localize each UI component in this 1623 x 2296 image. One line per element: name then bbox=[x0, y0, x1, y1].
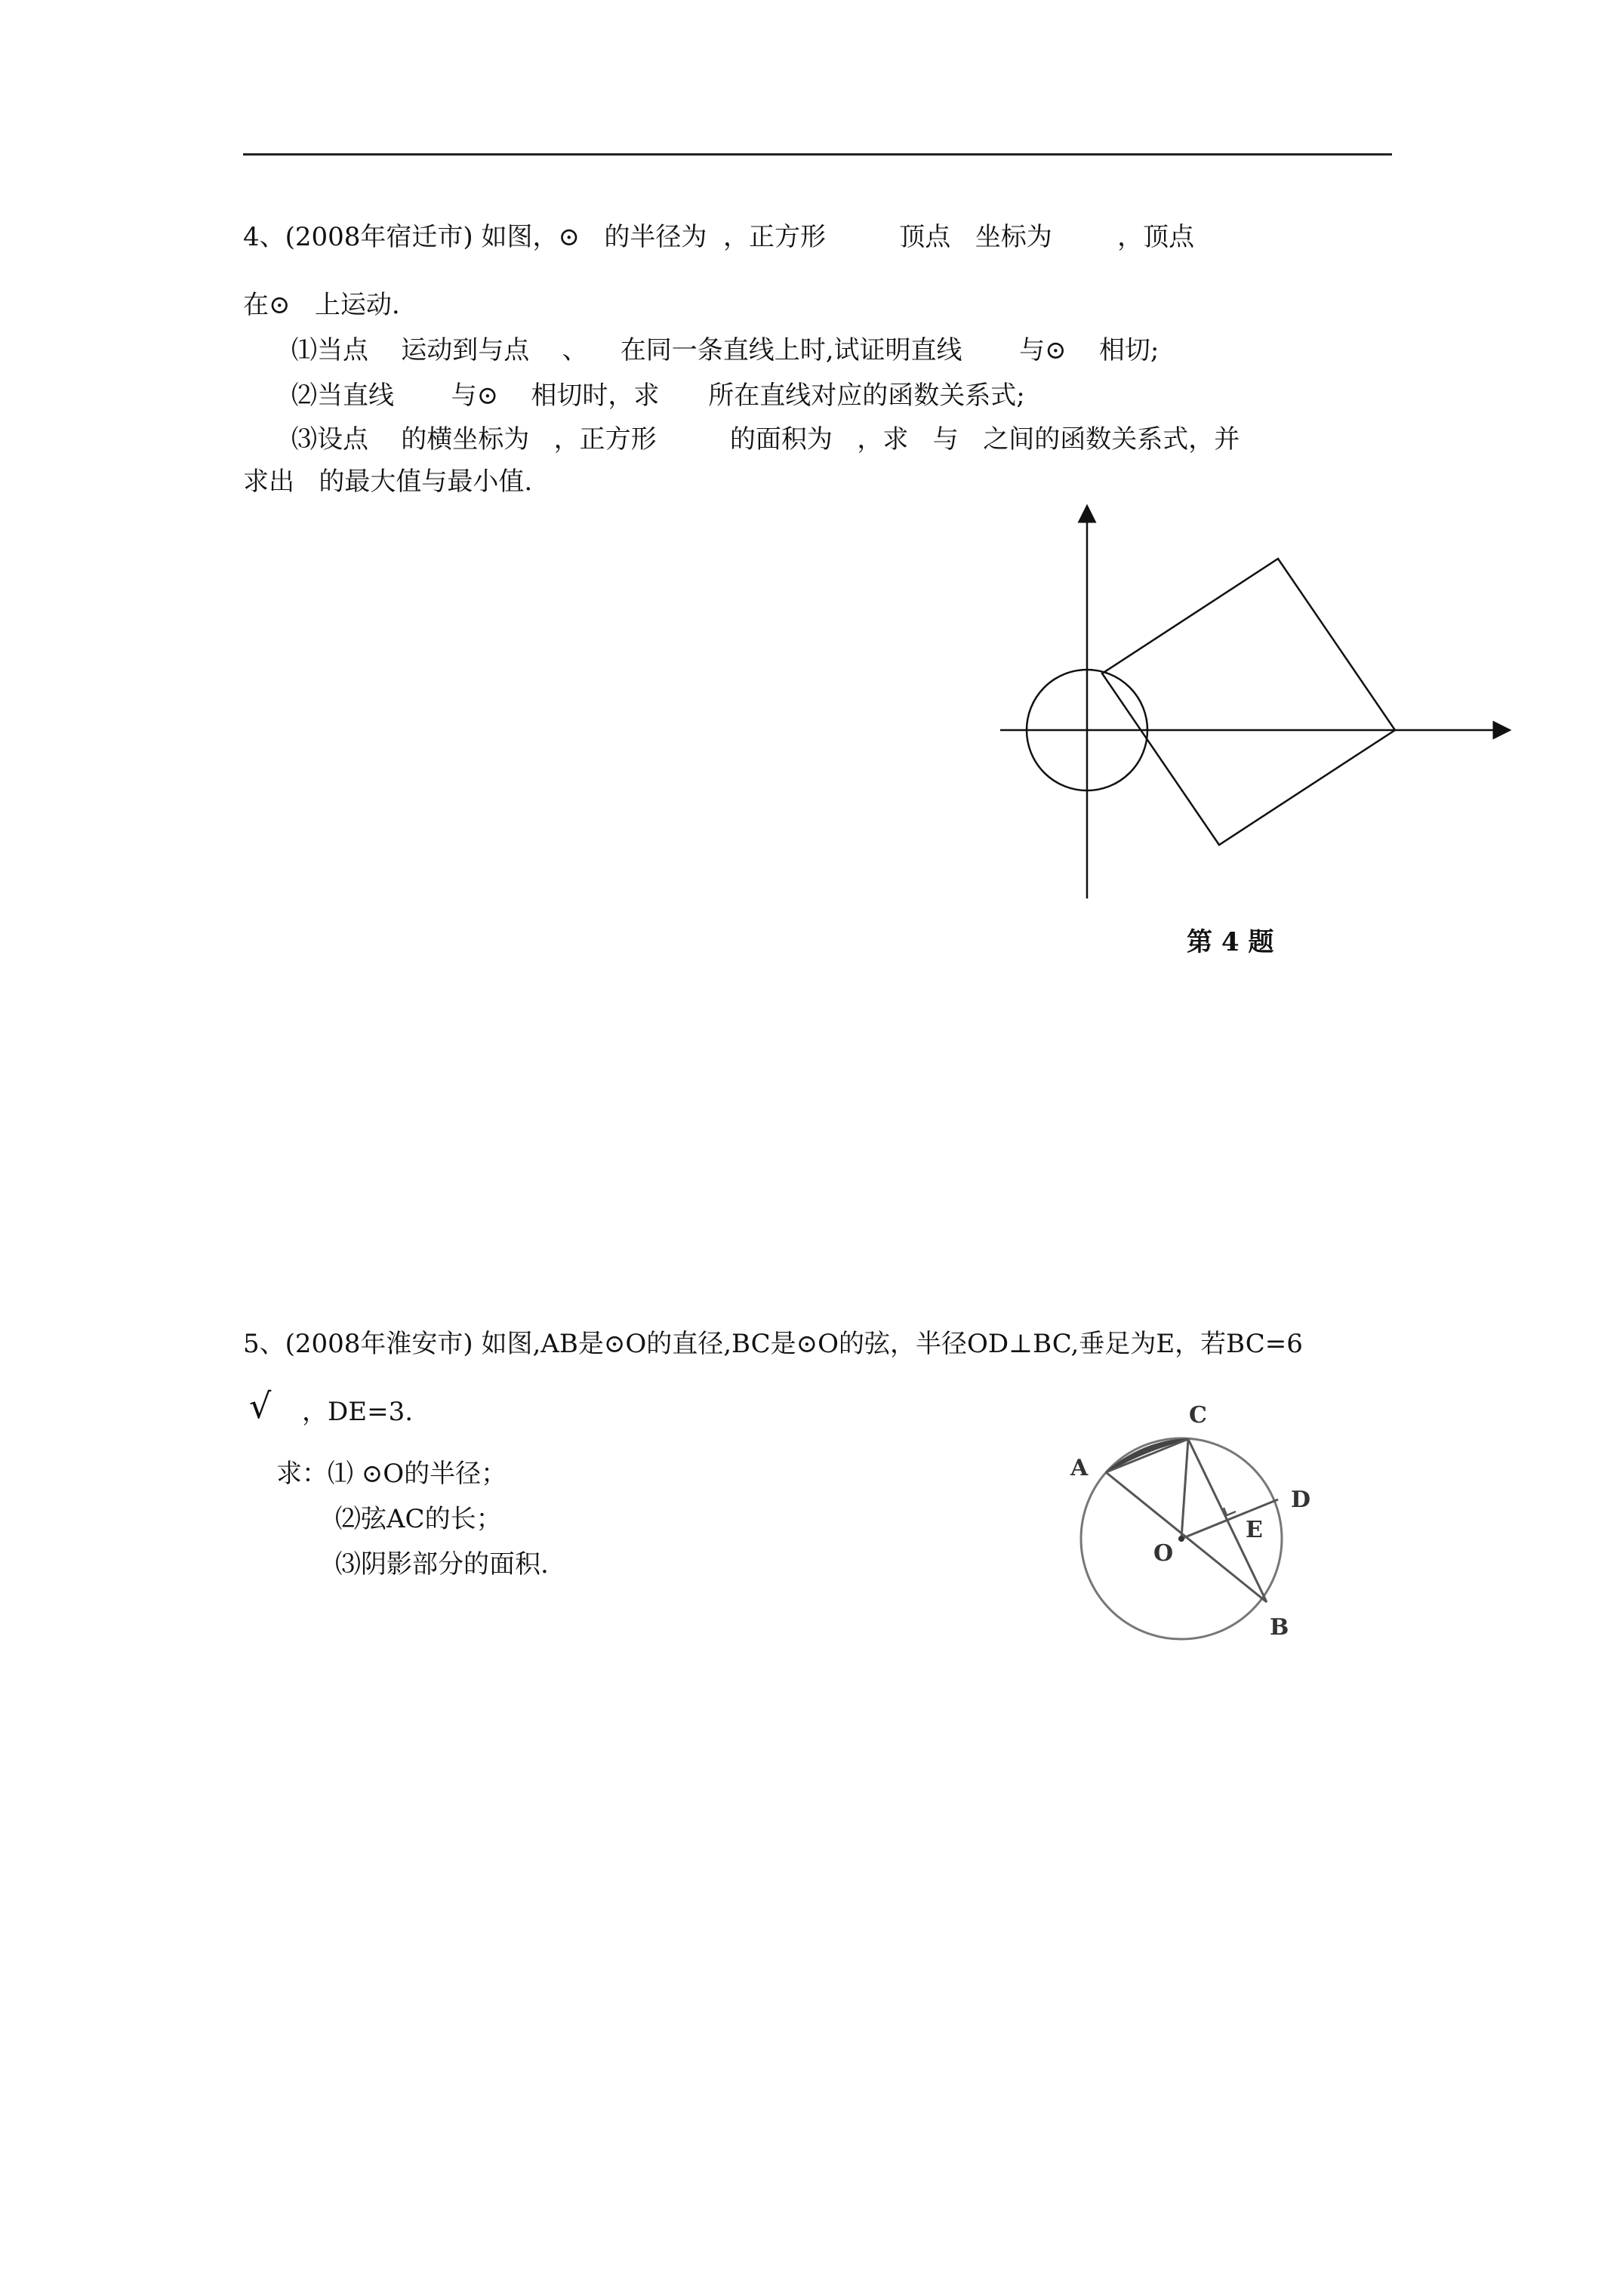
problem5-ask3: ⑶阴影部分的面积. bbox=[335, 1549, 549, 1579]
right-angle-mark bbox=[1224, 1508, 1236, 1515]
square bbox=[1102, 559, 1395, 845]
label-o: O bbox=[1153, 1540, 1174, 1567]
radius-od bbox=[1181, 1499, 1278, 1539]
center-dot bbox=[1178, 1536, 1184, 1542]
header-rule bbox=[243, 153, 1392, 156]
problem5-line1: 5、(2008年淮安市) 如图,AB是⊙O的直径,BC是⊙O的弦，半径OD⊥BC,垂足为E，若BC=6 bbox=[243, 1329, 1303, 1359]
problem4-line2: 在⊙ 上运动. bbox=[243, 290, 400, 320]
problem4-figure bbox=[996, 491, 1525, 914]
problem4-item3a: ⑶设点 的横坐标为 ，正方形 的面积为 ，求 与 之间的函数关系式，并 bbox=[291, 424, 1240, 455]
problem4-item3b: 求出 的最大值与最小值. bbox=[243, 467, 533, 497]
problem4-caption: 第 4 题 bbox=[1187, 927, 1274, 957]
sqrt-sign: √ bbox=[249, 1385, 272, 1426]
problem5-ask2: ⑵弦AC的长； bbox=[335, 1504, 502, 1534]
label-c: C bbox=[1189, 1402, 1207, 1428]
problem4-item2: ⑵当直线 与⊙ 相切时，求 所在直线对应的函数关系式; bbox=[291, 381, 1025, 411]
problem5-line2: ，DE=3. bbox=[302, 1397, 414, 1427]
problem4-line1: 4、(2008年宿迁市) 如图，⊙ 的半径为 ，正方形 顶点 坐标为 ，顶点 bbox=[243, 222, 1195, 252]
label-b: B bbox=[1270, 1614, 1289, 1641]
label-d: D bbox=[1291, 1487, 1311, 1513]
problem5-figure bbox=[1064, 1397, 1351, 1653]
label-e: E bbox=[1246, 1517, 1263, 1543]
problem4-item1: ⑴当点 运动到与点 、 在同一条直线上时,试证明直线 与⊙ 相切; bbox=[291, 335, 1160, 365]
label-a: A bbox=[1070, 1455, 1089, 1481]
radius-oc bbox=[1181, 1439, 1188, 1539]
problem5-ask1: 求：⑴ ⊙O的半径； bbox=[276, 1459, 507, 1489]
